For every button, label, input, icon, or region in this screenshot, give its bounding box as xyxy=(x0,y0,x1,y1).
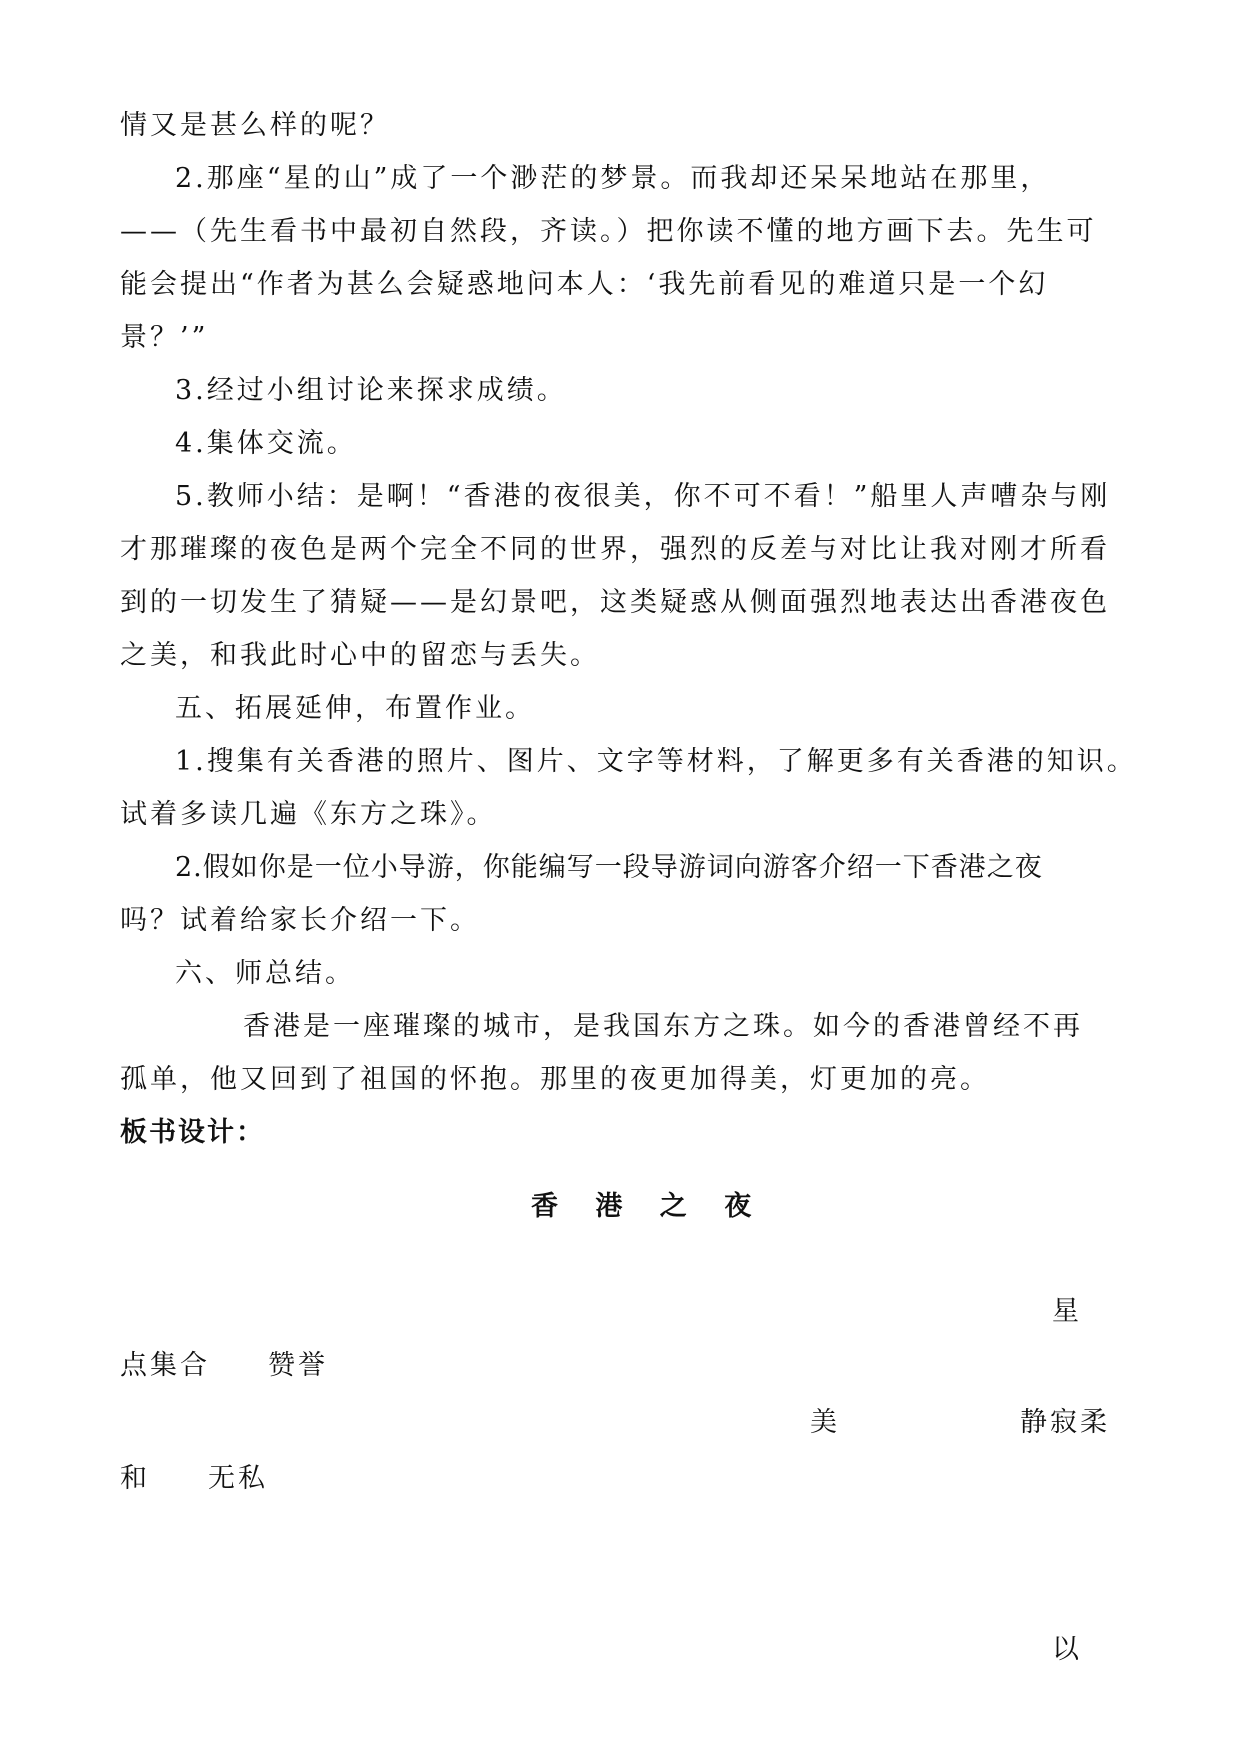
body-line: 3.经过小组讨论来探求成绩。 xyxy=(175,375,567,406)
body-line: 能会提出“作者为甚么会疑惑地问本人：‘我先前看见的难道只是一个幻 xyxy=(120,269,1049,300)
body-line: 情又是甚么样的呢？ xyxy=(120,110,390,141)
board-fragment: 无私 xyxy=(208,1463,268,1494)
board-fragment: 星 xyxy=(1052,1296,1082,1327)
board-fragment: 美 xyxy=(810,1407,840,1438)
body-line: 5.教师小结：是啊！“香港的夜很美，你不可不看！”船里人声嘈杂与刚 xyxy=(175,481,1111,512)
section-heading: 六、师总结。 xyxy=(175,958,355,989)
body-line: 香港是一座璀璨的城市，是我国东方之珠。如今的香港曾经不再 xyxy=(243,1011,1083,1042)
body-line: 2.假如你是一位小导游，你能编写一段导游词向游客介绍一下香港之夜 xyxy=(175,852,1043,883)
body-line: 吗？试着给家长介绍一下。 xyxy=(120,905,480,936)
body-line: 之美，和我此时心中的留恋与丢失。 xyxy=(120,640,600,671)
board-design-heading: 板书设计： xyxy=(120,1117,265,1148)
body-line: 才那璀璨的夜色是两个完全不同的世界，强烈的反差与对比让我对刚才所看 xyxy=(120,534,1110,565)
body-line: 1.搜集有关香港的照片、图片、文字等材料，了解更多有关香港的知识。 xyxy=(175,746,1137,777)
body-line: 2.那座“星的山”成了一个渺茫的梦景。而我却还呆呆地站在那里， xyxy=(175,163,1051,194)
board-fragment: 和 xyxy=(120,1463,150,1494)
body-line: 试着多读几遍《东方之珠》。 xyxy=(120,799,497,830)
body-line: 到的一切发生了猜疑——是幻景吧，这类疑惑从侧面强烈地表达出香港夜色 xyxy=(120,587,1110,618)
board-fragment: 点集合 xyxy=(120,1350,210,1381)
section-heading: 五、拓展延伸，布置作业。 xyxy=(175,693,535,724)
board-fragment: 静寂柔 xyxy=(1020,1407,1110,1438)
board-fragment: 赞誉 xyxy=(268,1350,328,1381)
board-title: 香 港 之 夜 xyxy=(531,1191,766,1222)
body-line: 景？’” xyxy=(120,322,209,353)
body-line: ——（先生看书中最初自然段，齐读。）把你读不懂的地方画下去。先生可 xyxy=(120,216,1097,247)
body-line: 孤单，他又回到了祖国的怀抱。那里的夜更加得美，灯更加的亮。 xyxy=(120,1064,990,1095)
board-fragment: 以 xyxy=(1052,1634,1082,1665)
body-line: 4.集体交流。 xyxy=(175,428,357,459)
